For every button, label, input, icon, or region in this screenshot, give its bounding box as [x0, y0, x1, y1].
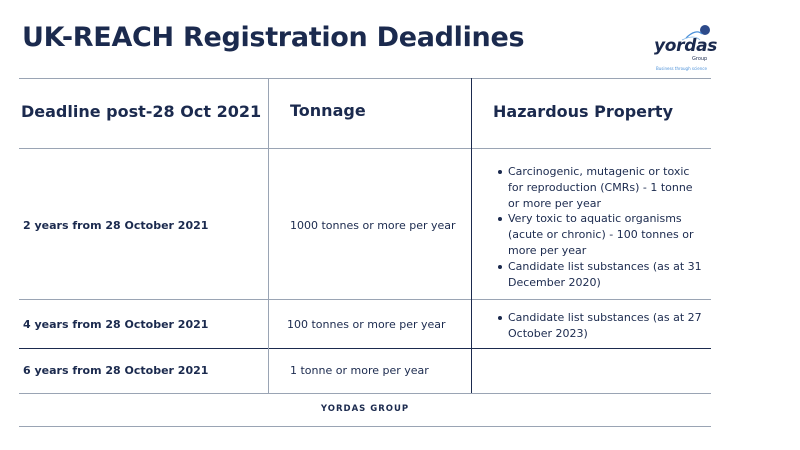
header-hazardous-property: Hazardous Property — [493, 102, 673, 121]
yordas-logo — [646, 22, 716, 74]
row2-deadline: 4 years from 28 October 2021 — [23, 318, 209, 331]
column-divider-2 — [471, 78, 472, 393]
row1-tonnage: 1000 tonnes or more per year — [290, 219, 456, 232]
row1-deadline: 2 years from 28 October 2021 — [23, 219, 209, 232]
header-tonnage: Tonnage — [290, 101, 366, 120]
footer-bottom-rule — [19, 426, 711, 427]
row1-hazard-list — [497, 164, 707, 290]
list-item: Candidate list substances (as at 31 December 2020) — [497, 259, 707, 291]
header-deadline: Deadline post-28 Oct 2021 — [21, 102, 262, 121]
row2-tonnage: 100 tonnes or more per year — [287, 318, 446, 331]
logo-tagline: Business through science — [656, 66, 707, 71]
footer-label: YORDAS GROUP — [320, 404, 410, 414]
table-bottom-rule — [19, 393, 711, 394]
row1-bottom-rule — [19, 299, 711, 300]
row3-tonnage: 1 tonne or more per year — [290, 364, 429, 377]
list-item: Candidate list substances (as at 27 October 2023) — [497, 310, 707, 342]
row3-deadline: 6 years from 28 October 2021 — [23, 364, 209, 377]
page-title: UK-REACH Registration Deadlines — [22, 22, 525, 53]
row2-hazard-list — [497, 310, 707, 342]
logo-wordmark: yordas — [654, 36, 718, 56]
column-divider-1 — [268, 78, 269, 393]
list-item: Very toxic to aquatic organisms (acute or chronic) - 100 tonnes or more per year — [497, 211, 707, 258]
logo-group-label: Group — [692, 56, 708, 62]
table-top-rule — [19, 78, 711, 79]
row2-bottom-rule — [19, 348, 711, 349]
list-item: Carcinogenic, mutagenic or toxic for reproduction (CMRs) - 1 tonne or more per year — [497, 164, 707, 211]
header-bottom-rule — [19, 148, 711, 149]
